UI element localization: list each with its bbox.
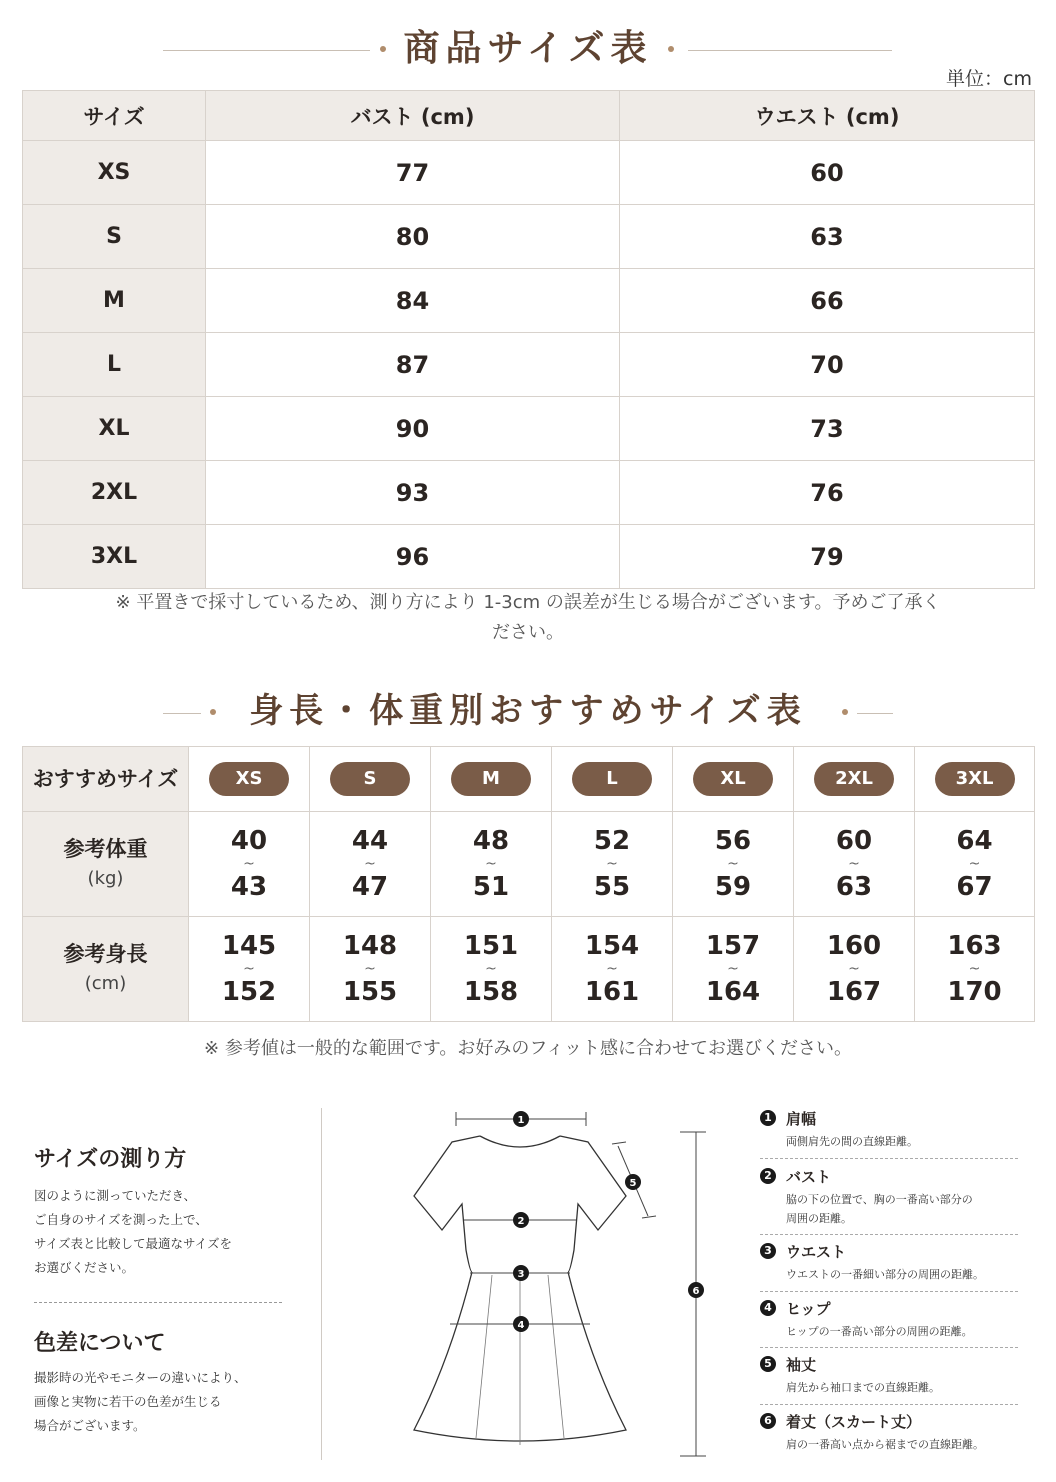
weight-max: 67 xyxy=(956,872,993,902)
dress-neckline xyxy=(480,1136,560,1147)
dress-right-side xyxy=(560,1136,626,1272)
height-max: 170 xyxy=(947,977,1002,1007)
weight-min: 40 xyxy=(230,826,268,856)
height-min: 148 xyxy=(342,931,398,961)
weight-max: 43 xyxy=(230,872,268,902)
weight-range xyxy=(673,812,794,917)
legend-divider xyxy=(760,1291,1018,1292)
recommend-size-label: おすすめサイズ xyxy=(23,747,189,812)
weight-range xyxy=(310,812,431,917)
waist-cell: 60 xyxy=(620,141,1035,205)
waist-cell: 76 xyxy=(620,461,1035,525)
howto-line: サイズ表と比較して最適なサイズを xyxy=(34,1236,233,1251)
reference-note: ※ 参考値は一般的な範囲です。お好みのフィット感に合わせてお選びください。 xyxy=(204,1038,852,1059)
weight-max: 47 xyxy=(351,872,389,902)
note-line-2: ださい。 xyxy=(492,622,564,643)
legend-number: 6 xyxy=(760,1413,776,1429)
waist-cell: 66 xyxy=(620,269,1035,333)
bust-cell: 90 xyxy=(206,397,620,461)
legend-desc: 肩先から袖口までの直線距離。 xyxy=(786,1381,940,1394)
color-text xyxy=(34,1366,294,1438)
range-tilde: ~ xyxy=(968,856,981,872)
size-table xyxy=(22,90,1035,589)
table-row xyxy=(23,525,1035,589)
height-max: 161 xyxy=(584,977,640,1007)
weight-label-cell xyxy=(23,812,189,917)
size-pill: 2XL xyxy=(814,762,894,796)
size-table-header xyxy=(23,91,1035,141)
height-range xyxy=(310,917,431,1022)
weight-label: 参考体重 xyxy=(63,837,148,861)
marker-3: 3 xyxy=(517,1269,525,1280)
table-row xyxy=(23,141,1035,205)
size-pill: M xyxy=(451,762,531,796)
weight-range xyxy=(431,812,552,917)
range-tilde: ~ xyxy=(727,856,739,872)
height-label: 参考身長 xyxy=(63,942,148,966)
height-min: 151 xyxy=(463,931,519,961)
weight-range xyxy=(189,812,310,917)
range-tilde: ~ xyxy=(485,856,497,872)
header-size: サイズ xyxy=(23,91,206,141)
howto-line: お選びください。 xyxy=(34,1260,135,1275)
measurement-note xyxy=(40,588,1016,648)
size-pill-cell xyxy=(915,747,1035,812)
weight-max: 63 xyxy=(835,872,873,902)
weight-min: 44 xyxy=(351,826,389,856)
size-pill-cell xyxy=(673,747,794,812)
range-tilde: ~ xyxy=(606,856,618,872)
weight-max: 55 xyxy=(593,872,631,902)
legend-number: 5 xyxy=(760,1356,776,1372)
legend-desc: 両側肩先の間の直線距離。 xyxy=(786,1135,918,1148)
marker-6: 6 xyxy=(692,1286,700,1297)
legend-divider xyxy=(760,1404,1018,1405)
unit-label: 単位：cm xyxy=(946,68,1032,90)
weight-min: 64 xyxy=(956,826,993,856)
waist-cell: 70 xyxy=(620,333,1035,397)
size-pill-cell xyxy=(431,747,552,812)
weight-range xyxy=(915,812,1035,917)
height-unit: (cm) xyxy=(84,973,127,994)
table-row xyxy=(23,461,1035,525)
divider xyxy=(34,1302,282,1303)
waist-cell: 73 xyxy=(620,397,1035,461)
weight-range xyxy=(794,812,915,917)
size-cell: M xyxy=(23,269,206,333)
vertical-divider xyxy=(321,1108,322,1460)
height-max: 152 xyxy=(221,977,277,1007)
size-chart-title: 商品サイズ表 xyxy=(403,27,653,69)
weight-range xyxy=(552,812,673,917)
range-tilde: ~ xyxy=(364,856,376,872)
marker-5: 5 xyxy=(629,1178,637,1189)
height-range xyxy=(673,917,794,1022)
size-pill-cell xyxy=(189,747,310,812)
height-max: 164 xyxy=(705,977,761,1007)
height-min: 145 xyxy=(221,931,277,961)
header-bust: バスト (cm) xyxy=(206,91,620,141)
marker-1: 1 xyxy=(517,1115,525,1126)
bust-cell: 87 xyxy=(206,333,620,397)
header-waist: ウエスト (cm) xyxy=(620,91,1035,141)
weight-max: 59 xyxy=(714,872,752,902)
size-pill: L xyxy=(572,762,652,796)
marker-2: 2 xyxy=(517,1216,525,1227)
height-max: 167 xyxy=(826,977,882,1007)
size-pill: S xyxy=(330,762,410,796)
bust-cell: 80 xyxy=(206,205,620,269)
dress-left-side xyxy=(414,1136,480,1272)
weight-row xyxy=(23,812,1035,917)
section1-title-row xyxy=(0,20,1056,80)
waist-cell: 79 xyxy=(620,525,1035,589)
table-row xyxy=(23,205,1035,269)
height-range xyxy=(189,917,310,1022)
height-min: 157 xyxy=(705,931,761,961)
range-tilde: ~ xyxy=(848,856,860,872)
waist-cell: 63 xyxy=(620,205,1035,269)
weight-max: 51 xyxy=(472,872,510,902)
range-tilde: ~ xyxy=(848,961,860,977)
legend-divider xyxy=(760,1347,1018,1348)
section2-title-row xyxy=(0,683,1056,743)
weight-min: 52 xyxy=(593,826,631,856)
height-range xyxy=(915,917,1035,1022)
legend-title: 袖丈 xyxy=(786,1356,817,1374)
legend-desc: ヒップの一番高い部分の周囲の距離。 xyxy=(786,1325,973,1338)
legend-title: ウエスト xyxy=(786,1243,847,1261)
color-line: 画像と実物に若干の色差が生じる xyxy=(34,1394,222,1409)
legend-title: 肩幅 xyxy=(786,1110,817,1128)
size-pill: 3XL xyxy=(935,762,1015,796)
range-tilde: ~ xyxy=(243,961,255,977)
size-cell: XL xyxy=(23,397,206,461)
recommend-size-row xyxy=(23,747,1035,812)
marker-4: 4 xyxy=(517,1320,525,1331)
range-tilde: ~ xyxy=(243,856,255,872)
legend-number: 4 xyxy=(760,1300,776,1316)
color-title: 色差について xyxy=(34,1331,166,1356)
range-tilde: ~ xyxy=(606,961,618,977)
howto-text xyxy=(34,1184,294,1280)
legend-desc: 肩の一番高い点から裾までの直線距離。 xyxy=(786,1438,984,1451)
size-pill-cell xyxy=(310,747,431,812)
recommend-title: 身長・体重別おすすめサイズ表 xyxy=(249,691,807,731)
weight-min: 48 xyxy=(472,826,510,856)
legend-desc: ウエストの一番細い部分の周囲の距離。 xyxy=(786,1268,984,1281)
height-row xyxy=(23,917,1035,1022)
size-pill-cell xyxy=(552,747,673,812)
legend-number: 3 xyxy=(760,1243,776,1259)
color-line: 場合がございます。 xyxy=(34,1418,146,1433)
weight-min: 60 xyxy=(835,826,873,856)
size-pill-cell xyxy=(794,747,915,812)
table-row xyxy=(23,397,1035,461)
range-tilde: ~ xyxy=(968,961,981,977)
bust-cell: 77 xyxy=(206,141,620,205)
table-row xyxy=(23,333,1035,397)
height-max: 155 xyxy=(342,977,398,1007)
recommend-table xyxy=(22,746,1035,1022)
table-row xyxy=(23,269,1035,333)
weight-min: 56 xyxy=(714,826,752,856)
size-cell: S xyxy=(23,205,206,269)
howto-line: 図のように測っていただき、 xyxy=(34,1188,197,1203)
howto-line: ご自身のサイズを測った上で、 xyxy=(34,1212,208,1227)
size-pill: XS xyxy=(209,762,289,796)
legend-title: 着丈（スカート丈） xyxy=(786,1413,922,1431)
height-range xyxy=(552,917,673,1022)
range-tilde: ~ xyxy=(364,961,376,977)
height-min: 160 xyxy=(826,931,882,961)
bust-cell: 84 xyxy=(206,269,620,333)
size-cell: 3XL xyxy=(23,525,206,589)
howto-title: サイズの測り方 xyxy=(34,1147,187,1172)
range-tilde: ~ xyxy=(727,961,739,977)
height-range xyxy=(794,917,915,1022)
size-cell: 2XL xyxy=(23,461,206,525)
legend-title: バスト xyxy=(786,1168,832,1186)
size-cell: XS xyxy=(23,141,206,205)
height-min: 154 xyxy=(584,931,640,961)
note-line-1: ※ 平置きで採寸しているため、測り方により 1-3cm の誤差が生じる場合がございます。予めご了承く xyxy=(115,592,941,613)
size-cell: L xyxy=(23,333,206,397)
weight-unit: (kg) xyxy=(87,868,124,889)
height-range xyxy=(431,917,552,1022)
height-label-cell xyxy=(23,917,189,1022)
legend-divider xyxy=(760,1158,1018,1159)
legend-title: ヒップ xyxy=(786,1300,831,1318)
bust-cell: 96 xyxy=(206,525,620,589)
height-min: 163 xyxy=(947,931,1002,961)
size-pill: XL xyxy=(693,762,773,796)
dress-diagram xyxy=(380,1100,730,1470)
bust-cell: 93 xyxy=(206,461,620,525)
color-line: 撮影時の光やモニターの違いにより、 xyxy=(34,1370,247,1385)
legend-divider xyxy=(760,1234,1018,1235)
height-max: 158 xyxy=(463,977,519,1007)
legend-number: 1 xyxy=(760,1110,776,1126)
range-tilde: ~ xyxy=(485,961,497,977)
legend-number: 2 xyxy=(760,1168,776,1184)
legend-desc: 脇の下の位置で、胸の一番高い部分の 周囲の距離。 xyxy=(786,1193,973,1225)
